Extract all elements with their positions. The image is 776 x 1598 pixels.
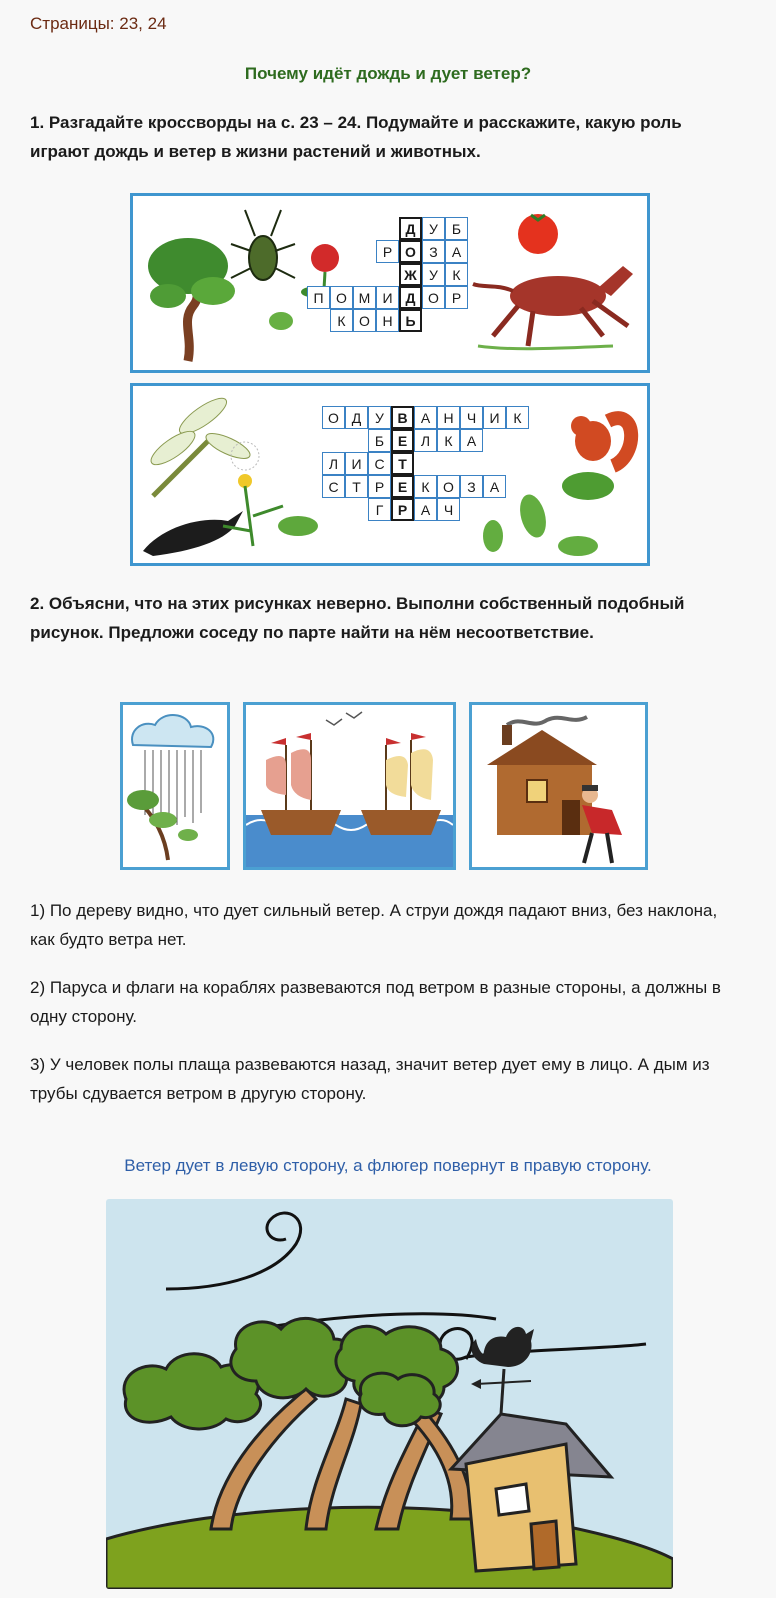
crossword-panel-2 [130, 383, 650, 566]
crossword-cell: Р [368, 475, 391, 498]
answer-1: 1) По дереву видно, что дует сильный ветер. А струи дождя падают вниз, без наклона, как будто ветра нет. [30, 901, 718, 949]
crossword-cell: Д [399, 217, 422, 240]
crossword-1-illustration [133, 196, 650, 373]
crossword-cell: А [483, 475, 506, 498]
crossword-cell: А [414, 498, 437, 521]
crossword-cell: Л [414, 429, 437, 452]
crossword-cell: О [322, 406, 345, 429]
crossword-panel-1 [130, 193, 650, 373]
crossword-cell: Т [391, 452, 414, 475]
task-2-text: 2. Объясни, что на этих рисунках неверно. Выполни собственный подобный рисунок. Предложи соседу по парте найти на нём несоответствие. [30, 594, 685, 642]
crossword-cell: У [368, 406, 391, 429]
crossword-cell: К [506, 406, 529, 429]
crossword-cell: С [322, 475, 345, 498]
extra-note: Ветер дует в левую сторону, а флюгер повернут в правую сторону. [124, 1156, 652, 1175]
horse [510, 276, 606, 316]
crossword-cell: О [353, 309, 376, 332]
crossword-cell: У [422, 263, 445, 286]
crossword-cell: Л [322, 452, 345, 475]
picture-ships [243, 702, 456, 870]
crossword-cell: Ж [399, 263, 422, 286]
crossword-cell: Д [399, 286, 422, 309]
house-window [496, 1484, 529, 1515]
crossword-cell: О [422, 286, 445, 309]
crossword-cell: О [330, 286, 353, 309]
vane-pole [501, 1369, 504, 1414]
crossword-cell: С [368, 452, 391, 475]
rose [311, 244, 339, 272]
task-1-text: 1. Разгадайте кроссворды на с. 23 – 24. Подумайте и расскажите, какую роль играют дождь и ветер в жизни растений и животных. [30, 113, 682, 161]
leaf [516, 492, 551, 541]
crossword-cell: Б [445, 217, 468, 240]
crow [143, 511, 243, 556]
lesson-title: Почему идёт дождь и дует ветер? [244, 64, 532, 83]
crossword-cell: К [414, 475, 437, 498]
crossword-cell: Г [368, 498, 391, 521]
wind-swirl-1 [166, 1213, 301, 1289]
wind-swirl-3 [440, 1329, 646, 1360]
crossword-cell: А [414, 406, 437, 429]
crossword-cell: К [330, 309, 353, 332]
crossword-cell: А [445, 240, 468, 263]
picture-house-man [469, 702, 648, 870]
crossword-cell: Ч [460, 406, 483, 429]
crossword-cell: М [353, 286, 376, 309]
beetle [249, 236, 277, 280]
crossword-cell: Ч [437, 498, 460, 521]
tree-crown-4 [360, 1373, 440, 1426]
crossword-cell: У [422, 217, 445, 240]
crossword-cell: Т [345, 475, 368, 498]
crossword-cell: З [460, 475, 483, 498]
crossword-cell: Ь [399, 309, 422, 332]
crossword-cell: З [422, 240, 445, 263]
crossword-cell: И [483, 406, 506, 429]
crossword-cell: А [460, 429, 483, 452]
answer-2: 2) Паруса и флаги на кораблях развеваются под ветром в разные стороны, а должны в одну сторону. [30, 978, 721, 1026]
answer-3: 3) У человек полы плаща развеваются назад, значит ветер дует ему в лицо. А дым из трубы сдувается ветром в другую сторону. [30, 1055, 710, 1103]
crossword-cell: В [391, 406, 414, 429]
picture-rain-tree [120, 702, 230, 870]
crossword-cell: Р [445, 286, 468, 309]
crossword-cell: Р [376, 240, 399, 263]
weathervane-rooster [483, 1327, 534, 1367]
student-drawing [106, 1199, 673, 1589]
crossword-cell: О [437, 475, 460, 498]
crossword-cell: И [345, 452, 368, 475]
crossword-cell: Д [345, 406, 368, 429]
crossword-cell: П [307, 286, 330, 309]
crossword-cell: Н [376, 309, 399, 332]
crossword-cell: Е [391, 429, 414, 452]
crossword-cell: И [376, 286, 399, 309]
crossword-cell: Е [391, 475, 414, 498]
crossword-cell: К [437, 429, 460, 452]
crossword-cell: Р [391, 498, 414, 521]
crossword-cell: О [399, 240, 422, 263]
crossword-cell: Б [368, 429, 391, 452]
pages-label: Страницы: 23, 24 [30, 14, 167, 33]
house-door [531, 1521, 559, 1569]
crossword-cell: К [445, 263, 468, 286]
crossword-cell: Н [437, 406, 460, 429]
